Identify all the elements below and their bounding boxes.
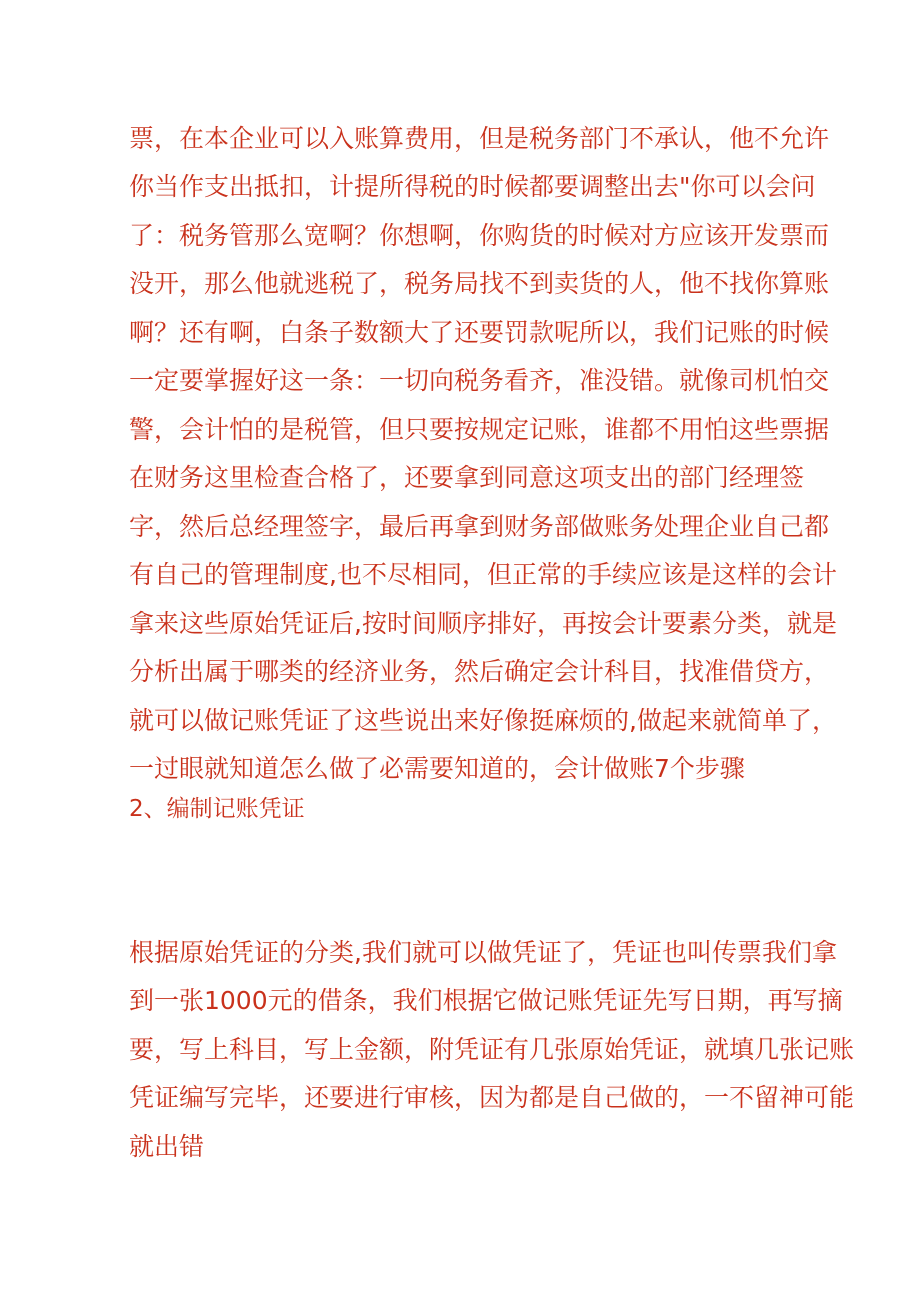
paragraph-1-line: 没开，那么他就逃税了，税务局找不到卖货的人，他不找你算账 [129, 269, 830, 298]
paragraph-2-line: 凭证编写完毕，还要进行审核，因为都是自己做的，一不留神可能 [129, 1083, 855, 1112]
paragraph-1-line: 一过眼就知道怎么做了必需要知道的，会计做账7个步骤 [129, 754, 745, 783]
paragraph-1-line: 一定要掌握好这一条：一切向税务看齐，准没错。就像司机怕交 [129, 366, 830, 395]
paragraph-1-line: 你当作支出抵扣，计提所得税的时候都要调整出去"你可以会问 [129, 172, 816, 201]
paragraph-2-line: 要，写上科目，写上金额，附凭证有几张原始凭证，就填几张记账 [129, 1035, 855, 1064]
paragraph-2-line: 就出错 [129, 1132, 205, 1161]
paragraph-1-line: 票，在本企业可以入账算费用，但是税务部门不承认，他不允许 [129, 124, 830, 153]
paragraph-2-line: 到一张1000元的借条，我们根据它做记账凭证先写日期，再写摘 [129, 986, 843, 1015]
paragraph-1-line: 啊？还有啊，白条子数额大了还要罚款呢所以，我们记账的时候 [129, 318, 830, 347]
paragraph-1-line: 分析出属于哪类的经济业务，然后确定会计科目，找准借贷方， [129, 657, 830, 686]
paragraph-1-line: 拿来这些原始凭证后,按时间顺序排好，再按会计要素分类，就是 [129, 609, 837, 638]
section-heading: 2、编制记账凭证 [129, 796, 305, 822]
paragraph-1-line: 就可以做记账凭证了这些说出来好像挺麻烦的,做起来就简单了， [129, 706, 837, 735]
paragraph-1-line: 警，会计怕的是税管，但只要按规定记账，谁都不用怕这些票据 [129, 415, 830, 444]
paragraph-2-line: 根据原始凭证的分类,我们就可以做凭证了，凭证也叫传票我们拿 [129, 938, 837, 967]
paragraph-1-line: 字，然后总经理签字，最后再拿到财务部做账务处理企业自己都 [129, 512, 830, 541]
paragraph-1-line: 有自己的管理制度,也不尽相同，但正常的手续应该是这样的会计 [129, 560, 837, 589]
paragraph-1-line: 在财务这里检查合格了，还要拿到同意这项支出的部门经理签 [129, 463, 805, 492]
paragraph-1-line: 了：税务管那么宽啊？你想啊，你购货的时候对方应该开发票而 [129, 221, 830, 250]
